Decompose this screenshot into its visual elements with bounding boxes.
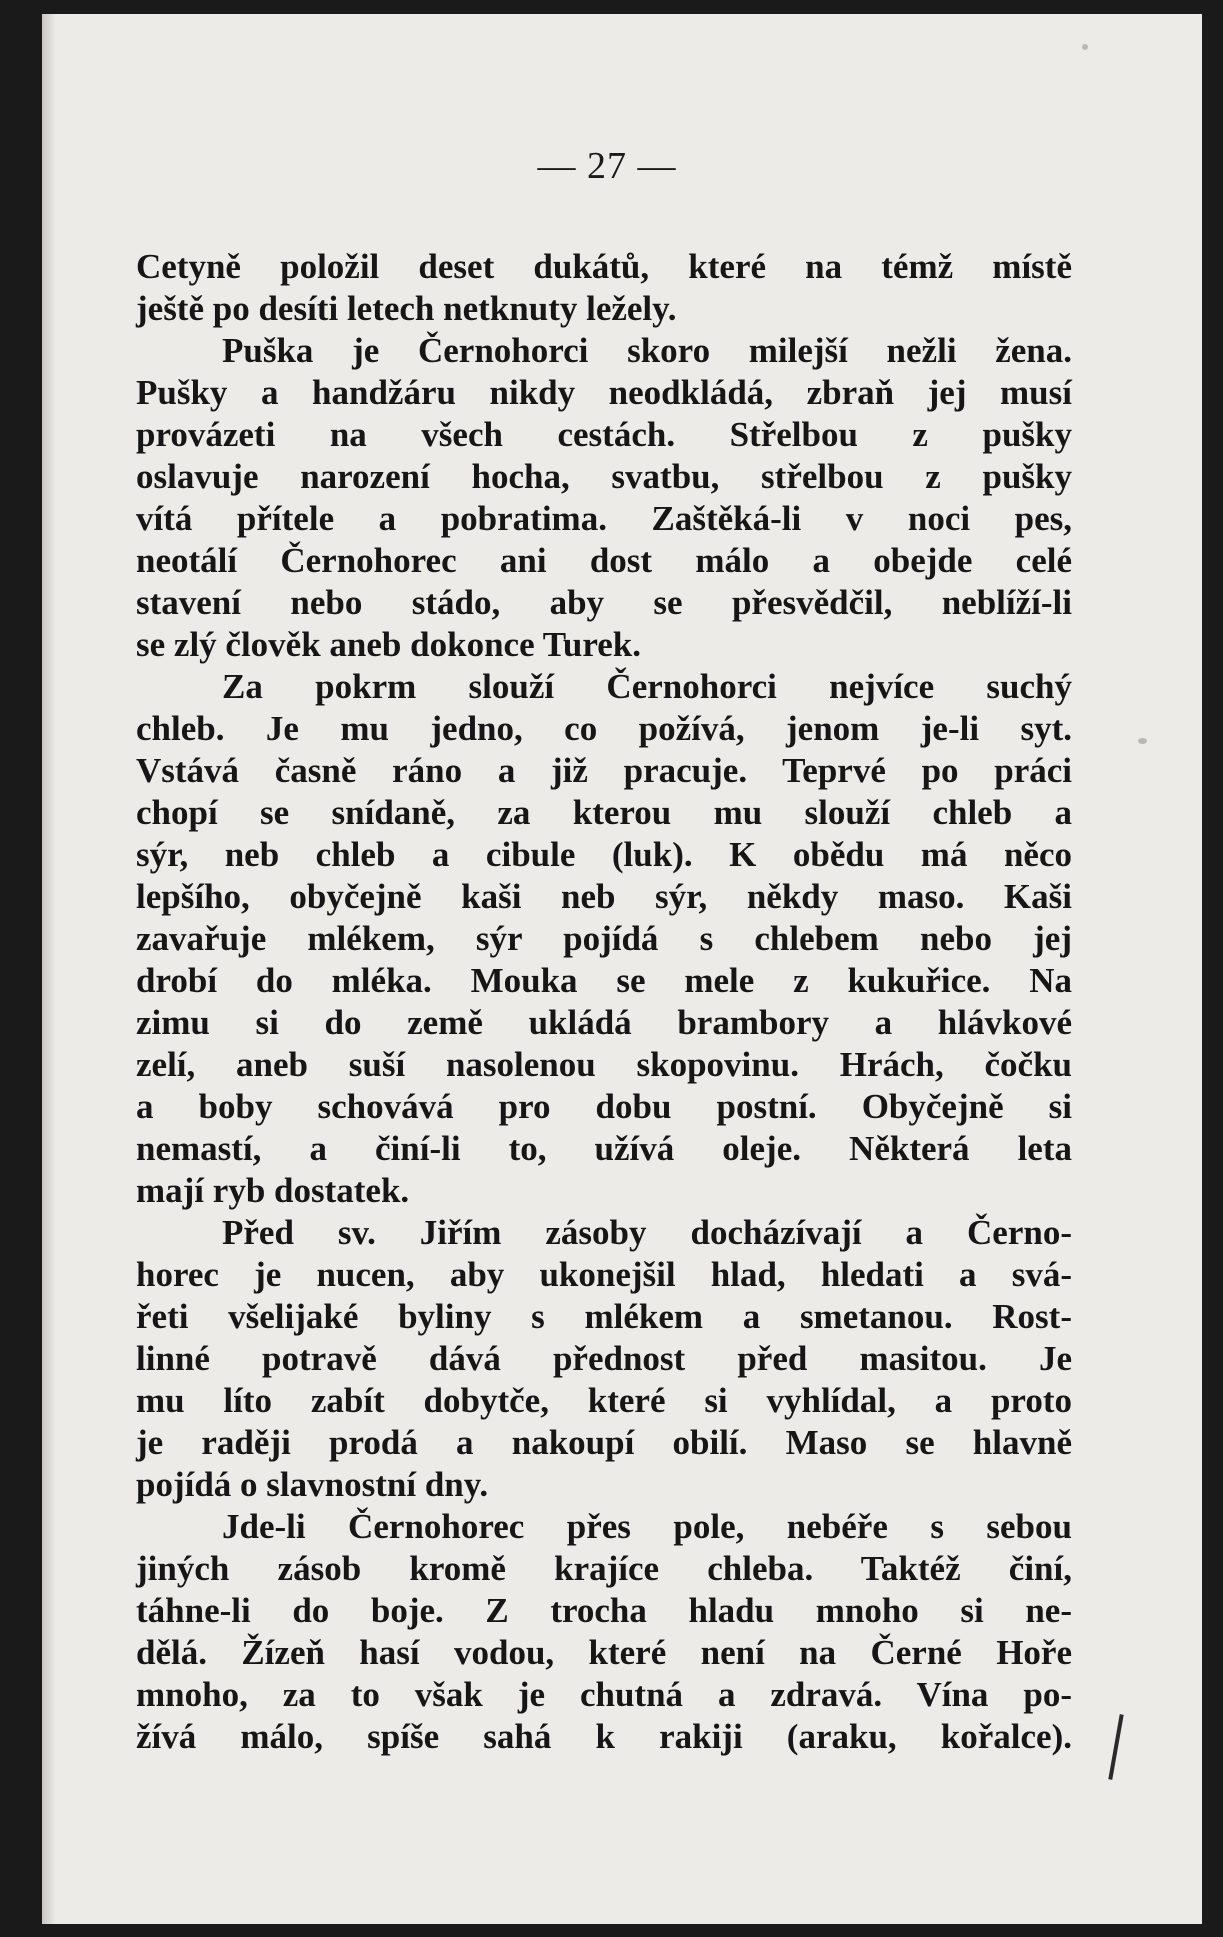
text-line: horec je nucen, aby ukonejšil hlad, hledati a svá- (136, 1255, 1072, 1294)
text-line: je raději prodá a nakoupí obilí. Maso se hlavně (136, 1423, 1072, 1462)
text-line: vítá přítele a pobratima. Zaštěká-li v noci pes, (136, 499, 1072, 538)
text-line: Před sv. Jiřím zásoby docházívají a Černo- (222, 1213, 1072, 1252)
text-line: Puška je Černohorci skoro milejší nežli žena. (222, 331, 1072, 370)
text-line: táhne-li do boje. Z trocha hladu mnoho si ne- (136, 1591, 1072, 1630)
text-line: Pušky a handžáru nikdy neodkládá, zbraň jej musí (136, 373, 1072, 412)
margin-pencil-mark (1108, 1714, 1123, 1780)
text-line: žívá málo, spíše sahá k rakiji (araku, kořalce). (136, 1717, 1072, 1756)
text-line: a boby schovává pro dobu postní. Obyčejně si (136, 1087, 1072, 1126)
text-line: stavení nebo stádo, aby se přesvědčil, neblíží-li (136, 583, 1072, 622)
text-line: zimu si do země ukládá brambory a hlávkové (136, 1003, 1072, 1042)
binding-edge (42, 14, 56, 1924)
text-line: zelí, aneb suší nasolenou skopovinu. Hrách, čočku (136, 1045, 1072, 1084)
text-line: dělá. Žízeň hasí vodou, které není na Černé Hoře (136, 1633, 1072, 1672)
paper-stain (1138, 738, 1147, 744)
text-line: řeti všelijaké byliny s mlékem a smetanou. Rost- (136, 1297, 1072, 1336)
page-number: — 27 — (537, 145, 677, 187)
text-line: Cetyně položil deset dukátů, které na témž místě (136, 247, 1072, 286)
text-line: provázeti na všech cestách. Střelbou z pušky (136, 415, 1072, 454)
text-line: jiných zásob kromě krajíce chleba. Taktéž činí, (136, 1549, 1072, 1588)
text-line: nemastí, a činí-li to, užívá oleje. Některá leta (136, 1129, 1072, 1168)
text-line: drobí do mléka. Mouka se mele z kukuřice. Na (136, 961, 1072, 1000)
text-line: mu líto zabít dobytče, které si vyhlídal, a proto (136, 1381, 1072, 1420)
text-line: Vstává časně ráno a již pracuje. Teprvé po práci (136, 751, 1072, 790)
text-line: ještě po desíti letech netknuty ležely. (136, 289, 677, 328)
text-line: chleb. Je mu jedno, co požívá, jenom je-li syt. (136, 709, 1072, 748)
text-line: Za pokrm slouží Černohorci nejvíce suchý (222, 667, 1072, 706)
text-line: linné potravě dává přednost před masitou. Je (136, 1339, 1072, 1378)
text-line: se zlý člověk aneb dokonce Turek. (136, 625, 641, 664)
text-line: neotálí Černohorec ani dost málo a obejde celé (136, 541, 1072, 580)
text-line: sýr, neb chleb a cibule (luk). K obědu má něco (136, 835, 1072, 874)
text-line: mnoho, za to však je chutná a zdravá. Vína po- (136, 1675, 1072, 1714)
text-line: oslavuje narození hocha, svatbu, střelbou z pušky (136, 457, 1072, 496)
book-page (42, 14, 1202, 1924)
text-line: Jde-li Černohorec přes pole, nebéře s sebou (222, 1507, 1072, 1546)
text-line: pojídá o slavnostní dny. (136, 1465, 489, 1504)
paper-stain (1082, 44, 1088, 50)
text-line: lepšího, obyčejně kaši neb sýr, někdy maso. Kaši (136, 877, 1072, 916)
text-line: chopí se snídaně, za kterou mu slouží chleb a (136, 793, 1072, 832)
text-line: mají ryb dostatek. (136, 1171, 410, 1210)
text-line: zavařuje mlékem, sýr pojídá s chlebem nebo jej (136, 919, 1072, 958)
body-text (136, 246, 1072, 1758)
